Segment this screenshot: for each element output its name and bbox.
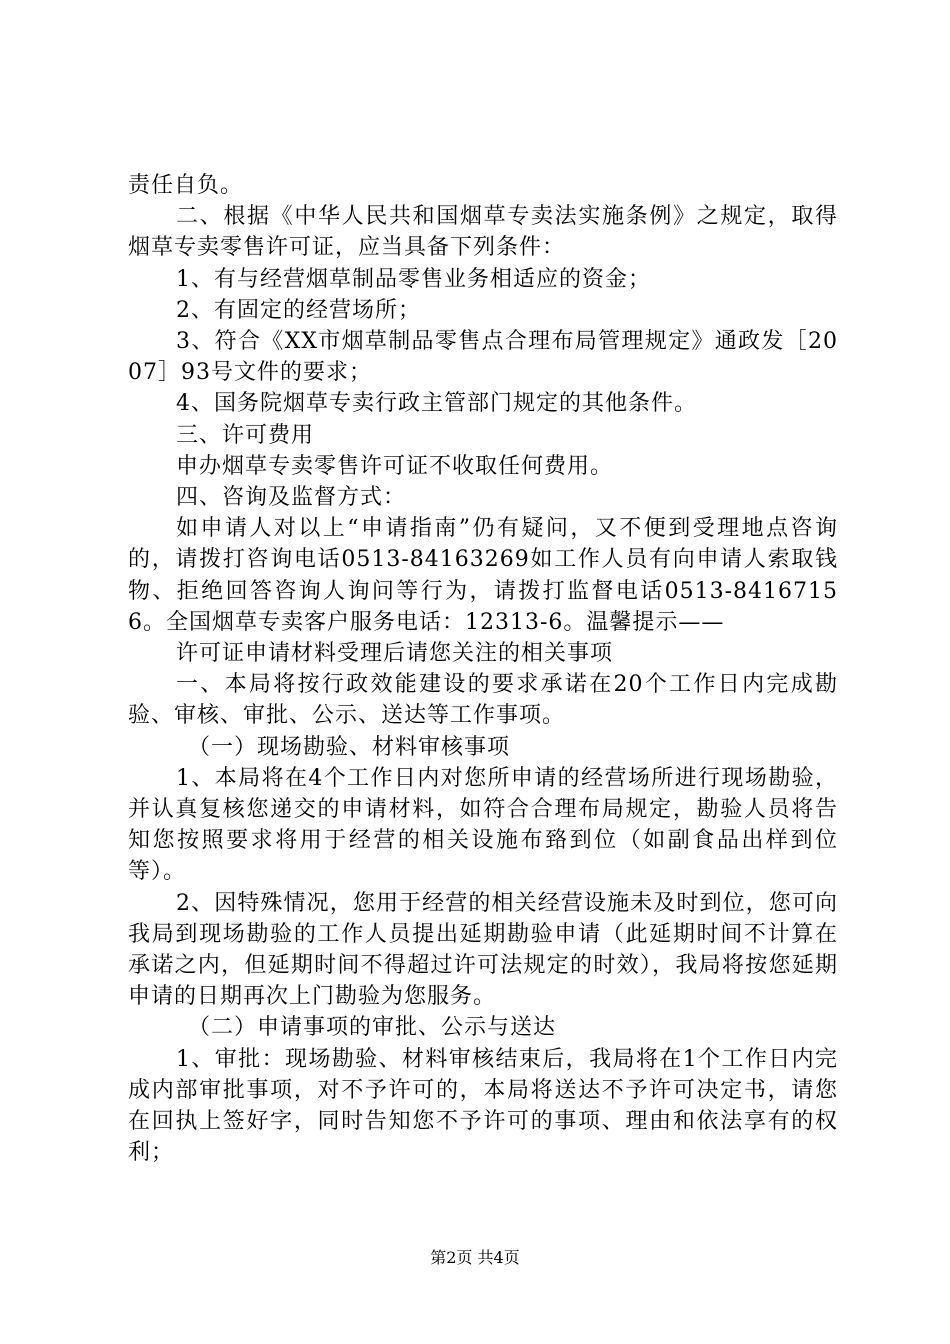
- paragraph-15: 2、因特殊情况，您用于经营的相关经营设施未及时到位，您可向我局到现场勘验的工作人员提出延期勘验申请（此延期时间不计算在承诺之内，但延期时间不得超过许可法规定的时效），我局将按您延期申请的日期再次上门勘验为您服务。: [128, 890, 838, 1010]
- paragraph-6: 4、国务院烟草专卖行政主管部门规定的其他条件。: [176, 391, 697, 417]
- paragraph-13: （一）现场勘验、材料审核事项: [188, 734, 511, 760]
- paragraph-3: 1、有与经营烟草制品零售业务相适应的资金；: [176, 266, 651, 292]
- paragraph-8: 申办烟草专卖零售许可证不收取任何费用。: [176, 453, 614, 479]
- document-body: [128, 170, 838, 1169]
- paragraph-10: 如申请人对以上“申请指南”仍有疑问，又不便到受理地点咨询的，请拨打咨询电话0513-84163269如工作人员有向申请人索取钱物、拒绝回答咨询人询问等行为，请拨打监督电话0513-84167156。全国烟草专卖客户服务电话：12313-6。温馨提示——: [128, 516, 838, 635]
- paragraph-9: 四、咨询及监督方式：: [176, 485, 407, 511]
- paragraph-12: 一、本局将按行政效能建设的要求承诺在20个工作日内完成勘验、审核、审批、公示、送达等工作事项。: [128, 672, 838, 729]
- paragraph-17: 1、审批：现场勘验、材料审核结束后，我局将在1个工作日内完成内部审批事项，对不予许可的，本局将送达不予许可决定书，请您在回执上签好字，同时告知您不予许可的事项、理由和依法享有的权利；: [128, 1046, 838, 1166]
- paragraph-4: 2、有固定的经营场所；: [176, 297, 421, 323]
- paragraph-5: 3、符合《XX市烟草制品零售点合理布局管理规定》通政发［2007］93号文件的要求；: [128, 329, 838, 386]
- paragraph-11: 许可证申请材料受理后请您关注的相关事项: [176, 641, 614, 667]
- paragraph-7: 三、许可费用: [176, 422, 315, 448]
- paragraph-1: 责任自负。: [128, 173, 244, 198]
- paragraph-16: （二）申请事项的审批、公示与送达: [188, 1015, 557, 1041]
- paragraph-2: 二、根据《中华人民共和国烟草专卖法实施条例》之规定，取得烟草专卖零售许可证，应当具备下列条件：: [128, 204, 838, 261]
- paragraph-14: 1、本局将在4个工作日内对您所申请的经营场所进行现场勘验，并认真复核您递交的申请材料，如符合合理布局规定，勘验人员将告知您按照要求将用于经营的相关设施布臵到位（如副食品出样到位等）。: [128, 765, 838, 885]
- page-footer: 第2页 共4页: [430, 1248, 520, 1267]
